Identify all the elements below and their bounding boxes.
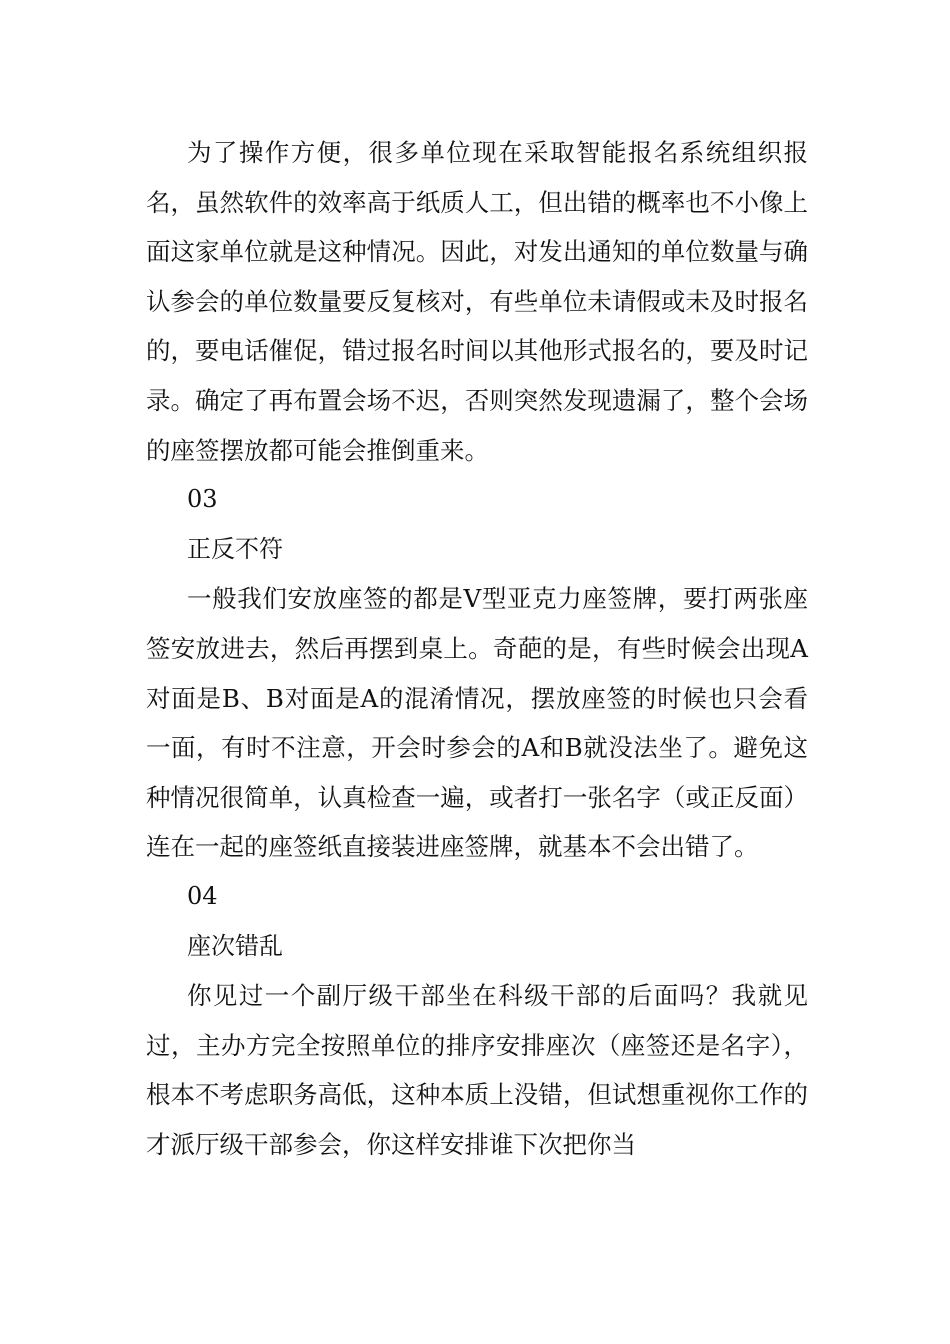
paragraph-seat-card-sides: 一般我们安放座签的都是V型亚克力座签牌，要打两张座签安放进去，然后再摆到桌上。奇葩的是，有些时候会出现A对面是B、B对面是A的混淆情况，摆放座签的时候也只会看一面，有时不注意，开会时参会的A和B就没法坐了。避免这种情况很简单，认真检查一遍，或者打一张名字（或正反面）连在一起的座签纸直接装进座签牌，就基本不会出错了。 bbox=[146, 584, 808, 862]
section-title-mismatch: 正反不符 bbox=[187, 534, 283, 563]
paragraph-registration-check: 为了操作方便，很多单位现在采取智能报名系统组织报名，虽然软件的效率高于纸质人工，但出错的概率也不小像上面这家单位就是这种情况。因此，对发出通知的单位数量与确认参会的单位数量要反复核对，有些单位未请假或未及时报名的，要电话催促，错过报名时间以其他形式报名的，要及时记录。确定了再布置会场不迟，否则突然发现遗漏了，整个会场的座签摆放都可能会推倒重来。 bbox=[146, 138, 808, 465]
section-title-seating-order: 座次错乱 bbox=[187, 931, 283, 960]
section-number-04: 04 bbox=[187, 881, 218, 910]
section-number-03: 03 bbox=[187, 485, 218, 514]
paragraph-seating-rank: 你见过一个副厅级干部坐在科级干部的后面吗？我就见过，主办方完全按照单位的排序安排座次（座签还是名字），根本不考虑职务高低，这种本质上没错，但试想重视你工作的才派厅级干部参会，你这样安排谁下次把你当 bbox=[146, 981, 808, 1159]
document-body bbox=[146, 128, 808, 1169]
